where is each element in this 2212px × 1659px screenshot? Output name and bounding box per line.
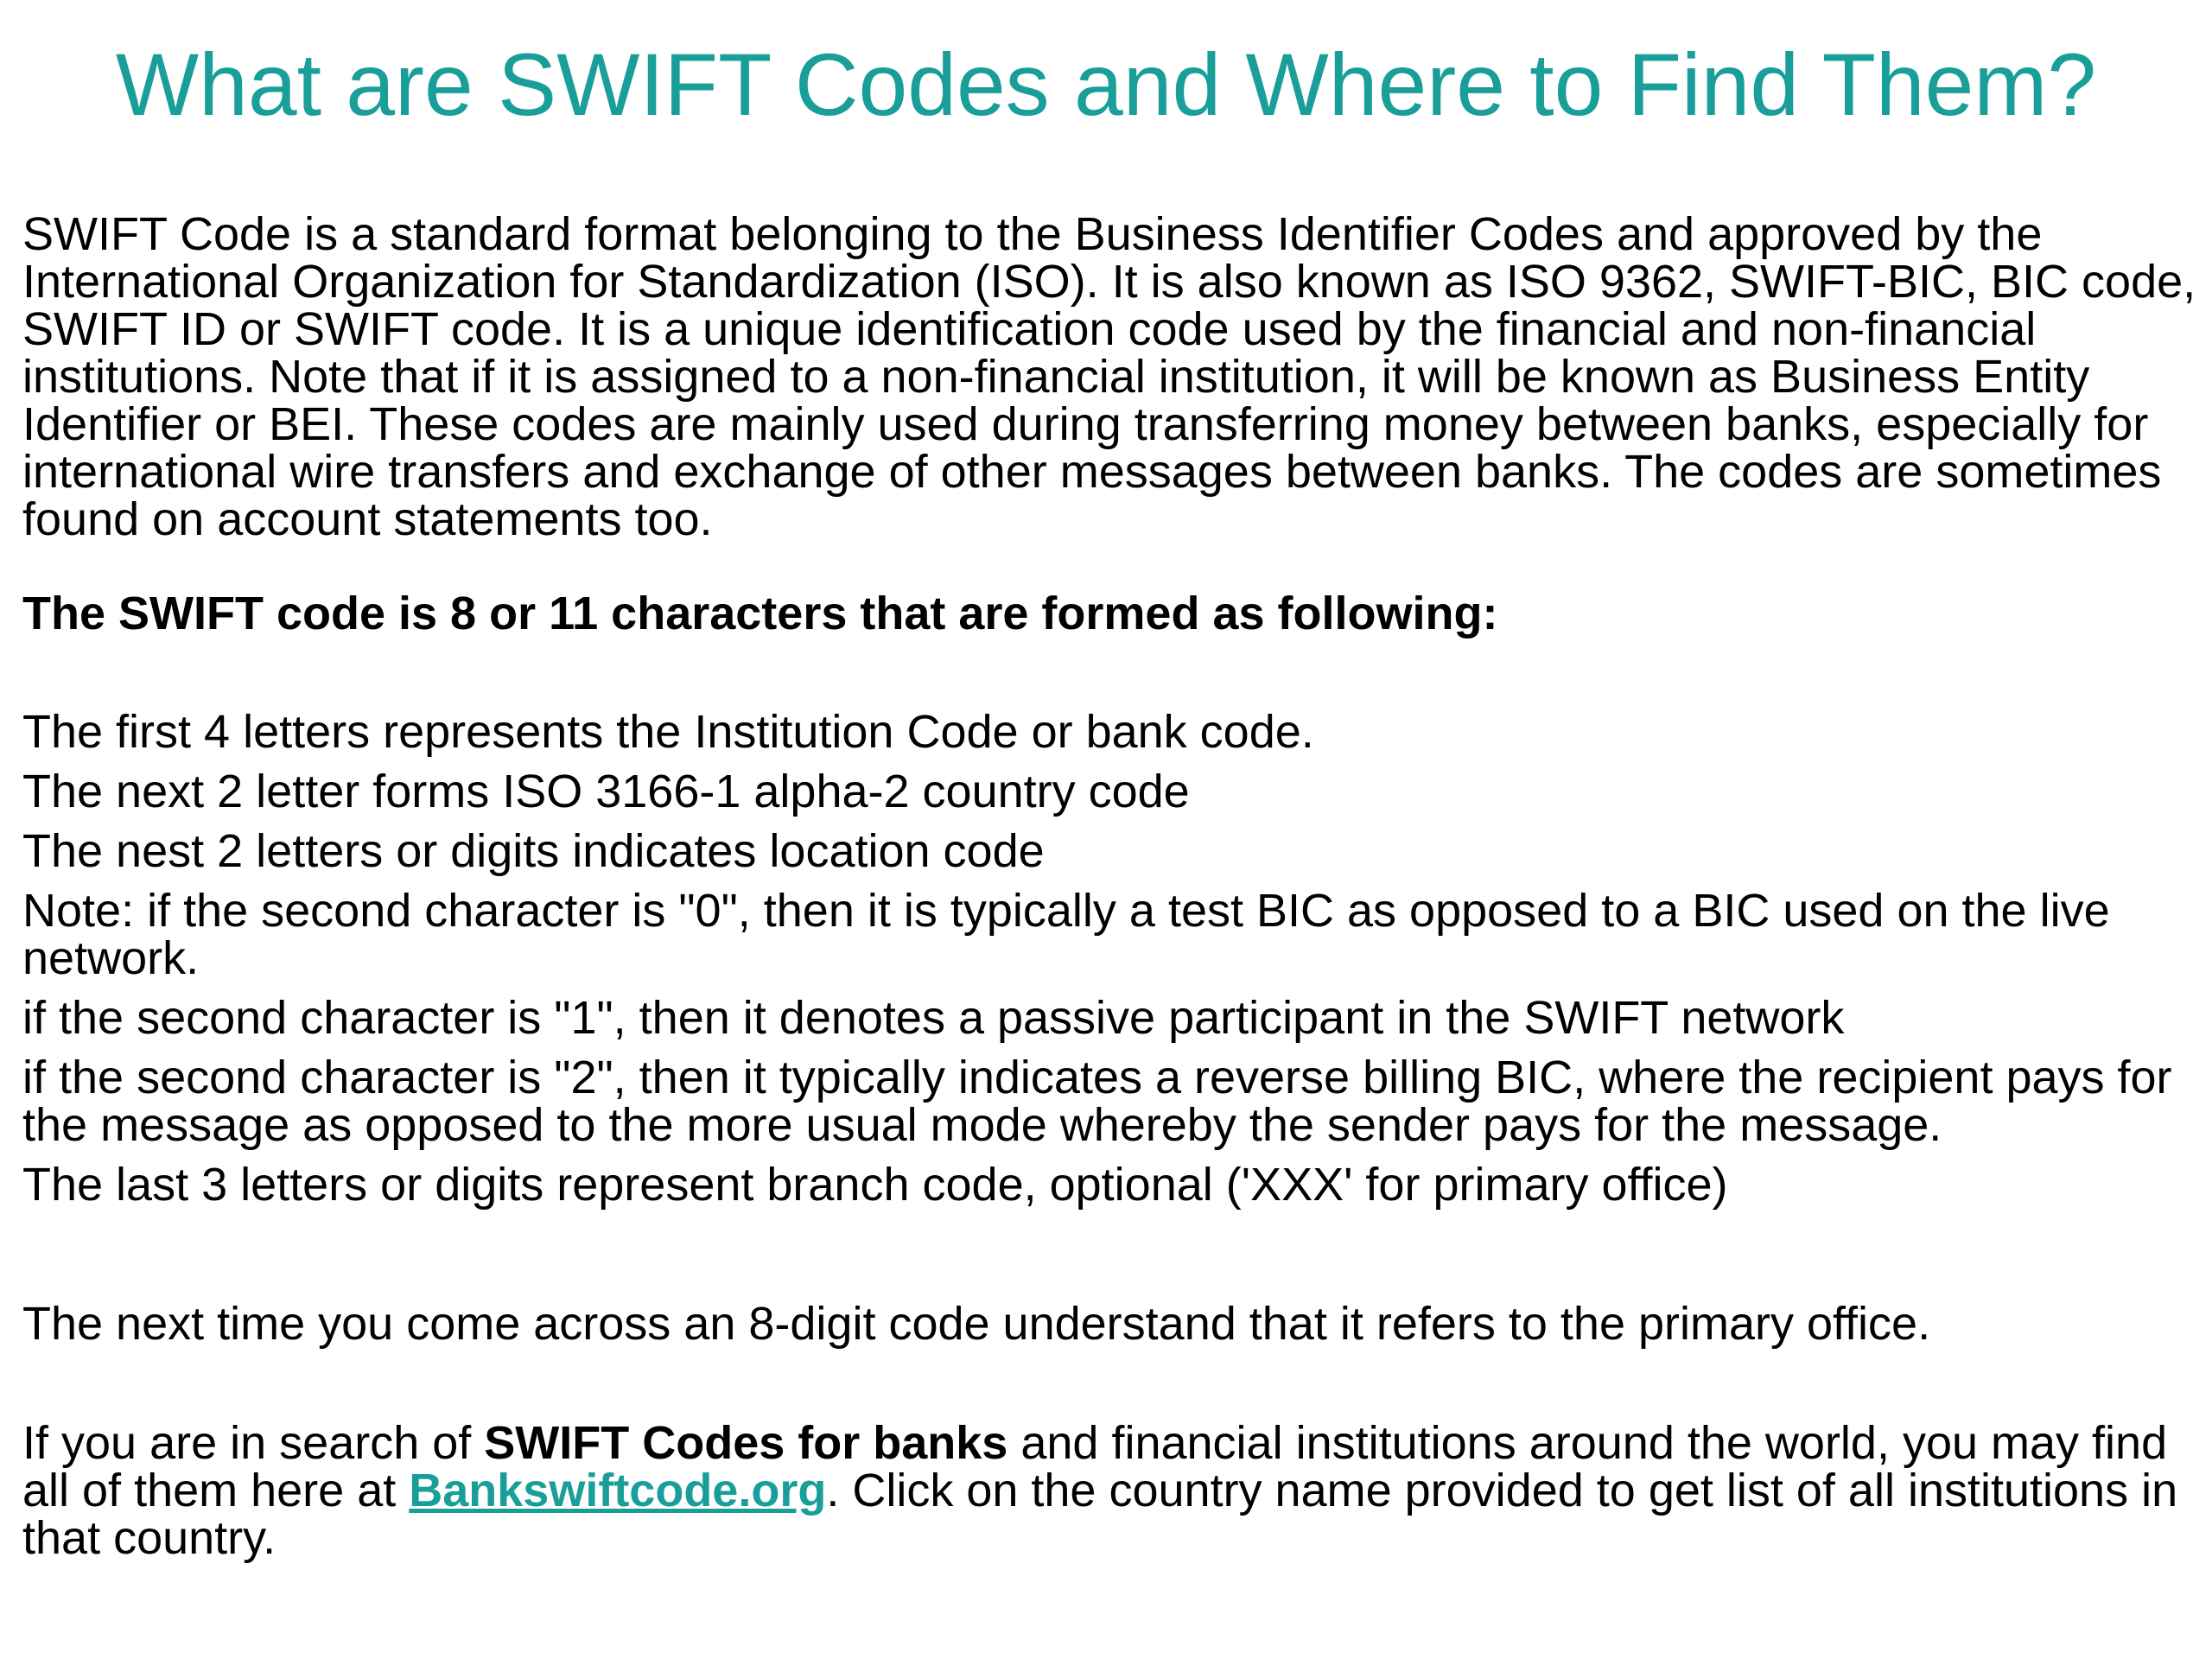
list-item: The first 4 letters represents the Institution Code or bank code. xyxy=(22,706,1314,758)
page-title: What are SWIFT Codes and Where to Find Them? xyxy=(115,35,2097,134)
list-item: Note: if the second character is "0", then it is typically a test BIC as opposed to a BIC used on the live network. xyxy=(22,885,2110,984)
search-paragraph xyxy=(22,1417,2200,1564)
list-item: if the second character is "1", then it denotes a passive participant in the SWIFT network xyxy=(22,992,1845,1044)
search-suffix: . Click on the country name provided to get list of all institutions in that country. xyxy=(22,1465,2178,1564)
search-middle: and financial institutions around the world, you may find all of them here at xyxy=(22,1417,2168,1516)
bankswiftcode-link[interactable]: Bankswiftcode.org xyxy=(409,1465,827,1516)
list-item: if the second character is "2", then it typically indicates a reverse billing BIC, where the recipient pays for the message as opposed to the more usual mode whereby the sender pays for the message. xyxy=(22,1052,2172,1151)
list-item: The last 3 letters or digits represent branch code, optional ('XXX' for primary office) xyxy=(22,1159,1728,1211)
list-item: The next 2 letter forms ISO 3166-1 alpha-2 country code xyxy=(22,766,1190,817)
intro-paragraph: SWIFT Code is a standard format belonging to the Business Identifier Codes and approved by the International Organization for Standardization (ISO). It is also known as ISO 9362, SWIFT-BIC, BIC code, SWIFT ID or SWIFT code. It is a unique identification code used by the financial and non-financial institutions. Note that if it is assigned to a non-financial institution, it will be known as Business Entity Identifier or BEI. These codes are mainly used during transferring money between banks, especially for international wire transfers and exchange of other messages between banks. The codes are sometimes found on account statements too. xyxy=(22,208,2196,545)
search-prefix: If you are in search of xyxy=(22,1417,485,1469)
format-list xyxy=(22,706,2200,1221)
list-item: The nest 2 letters or digits indicates location code xyxy=(22,825,1045,877)
format-heading: The SWIFT code is 8 or 11 characters that are formed as following: xyxy=(22,588,1498,639)
closing-paragraph: The next time you come across an 8-digit code understand that it refers to the primary office. xyxy=(22,1298,1931,1350)
search-bold-phrase: SWIFT Codes for banks xyxy=(484,1417,1008,1469)
